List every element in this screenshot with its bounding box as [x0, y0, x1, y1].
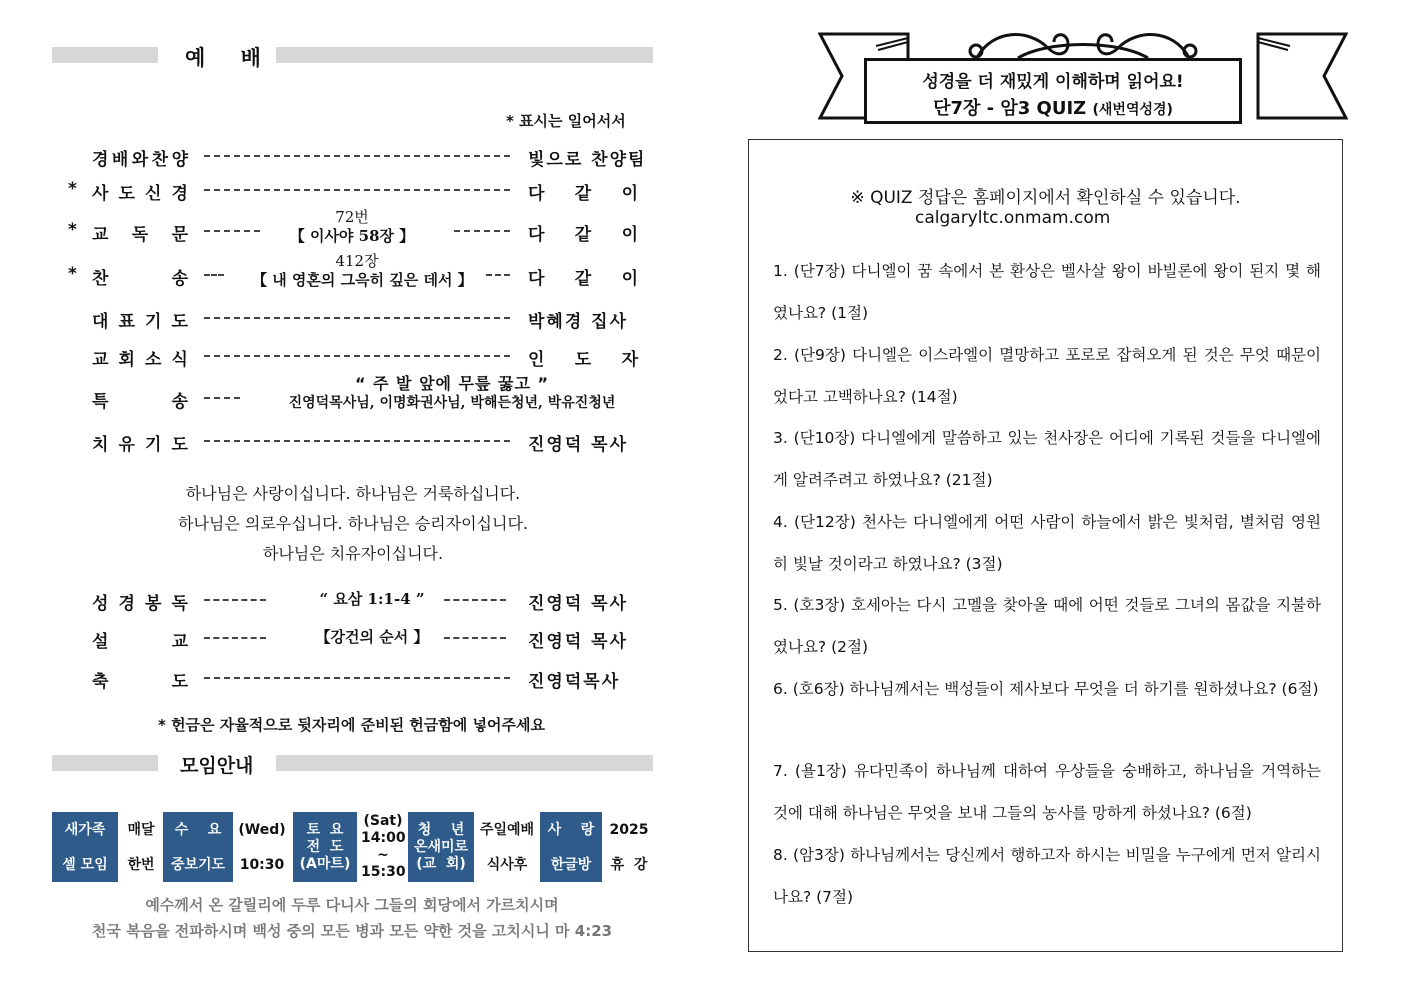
item-detail: [272, 208, 432, 246]
leader-dashes: [204, 317, 510, 319]
item-detail-title: 【 내 영혼의 그윽히 깊은 데서 】: [252, 271, 473, 289]
item-label-char: 설: [92, 632, 109, 652]
creed-line: 하나님은 사랑이십니다. 하나님은 거룩하십니다.: [185, 484, 521, 503]
creed: [62, 479, 644, 569]
item-leader: [528, 345, 638, 370]
stand-marker: *: [68, 264, 77, 284]
item-label-char: 식: [171, 350, 188, 370]
item-label-char: 문: [171, 225, 188, 245]
item-label-char: 표: [118, 312, 135, 332]
verse: [52, 892, 652, 944]
item-label-char: 도: [171, 672, 188, 692]
item-leader: 진영덕 목사: [528, 632, 629, 652]
quiz-question: 1. (단7장) 다니엘이 꿈 속에서 본 환상은 벨사살 왕이 바빌론에 왕이 된지 몇 해였나요? (1절): [773, 262, 1321, 322]
item-label-char: 양: [171, 150, 188, 170]
item-leader: [528, 220, 638, 245]
item-label-char: 경: [118, 594, 135, 614]
meeting-cell-line: (교 회): [416, 855, 466, 872]
stand-marker: *: [68, 220, 77, 240]
quiz-question: 7. (욜1장) 유다민족이 하나님께 대하여 우상들을 숭배하고, 하나님을 거역하는 것에 대해 하나님은 무엇을 보내 그들의 농사를 망하게 하셨나요? (6절): [773, 762, 1321, 822]
item-label-char: 신: [145, 184, 162, 204]
meeting-cell-line: ~: [377, 847, 389, 863]
meetings-title: 모임안내: [180, 755, 254, 777]
item-label-char: 도: [118, 184, 135, 204]
meeting-cell-line: 사 랑: [547, 821, 595, 838]
meeting-cell-line: 15:30: [361, 864, 406, 880]
worship-item: [62, 625, 652, 655]
creed-line: 하나님은 의로우십니다. 하나님은 승리자이십니다.: [177, 514, 528, 533]
item-label-char: 와: [131, 150, 149, 170]
item-label-char: 대: [92, 312, 109, 332]
leader-dashes: [486, 274, 510, 276]
item-label-char: 독: [131, 225, 149, 245]
item-detail: [252, 627, 492, 647]
item-label-char: 기: [145, 435, 162, 455]
meeting-cell: [293, 812, 357, 882]
item-label: [92, 345, 188, 370]
item-label-char: 찬: [92, 269, 109, 289]
item-label-char: 도: [171, 312, 188, 332]
item-leader-part: 이: [621, 269, 638, 289]
item-label: [92, 589, 188, 614]
worship-item: [62, 665, 652, 695]
quiz-question: 4. (단12장) 천사는 다니엘에게 어떤 사람이 하늘에서 밝은 빛처럼, 별처럼 영원히 빛날 것이라고 하였나요? (3절): [773, 513, 1321, 573]
leader-dashes: [204, 274, 224, 276]
meeting-cell: [361, 812, 405, 882]
verse-line: 예수께서 온 갈릴리에 두루 다니사 그들의 회당에서 가르치시며: [145, 896, 559, 914]
item-detail-title: “ 요삼 1:1-4 ”: [319, 590, 425, 608]
worship-item: [62, 177, 652, 207]
meeting-cell-line: (Wed): [238, 821, 286, 838]
meeting-cell-line: 10:30: [239, 856, 285, 873]
item-label: [92, 179, 188, 204]
worship-item: [62, 587, 652, 617]
stand-note: * 표시는 일어서서: [506, 112, 626, 130]
meeting-cell-line: 토 요: [306, 821, 344, 838]
item-label-char: 교: [171, 632, 188, 652]
item-leader-part: 이: [621, 184, 638, 204]
item-label-char: 송: [171, 269, 188, 289]
item-label-char: 사: [92, 184, 109, 204]
worship-item: [62, 428, 652, 458]
meeting-cell-line: 2025: [609, 821, 649, 838]
meeting-cell-line: 휴 강: [610, 856, 648, 873]
item-label-char: 교: [92, 350, 109, 370]
item-label-char: 찬: [151, 150, 169, 170]
leader-dashes: [454, 230, 510, 232]
meeting-cell-line: 매달: [127, 821, 155, 838]
meeting-cell: [122, 812, 160, 882]
meeting-cell: [52, 812, 118, 882]
item-leader-part: 다: [528, 269, 545, 289]
item-label-char: 교: [92, 225, 109, 245]
stand-marker: *: [68, 179, 77, 199]
item-label-char: 경: [171, 184, 188, 204]
item-label-char: 도: [171, 435, 188, 455]
quiz-question: 5. (호3장) 호세아는 다시 고멜을 찾아올 때에 어떤 것들로 그녀의 몸값을 지불하였나요? (2절): [773, 596, 1321, 656]
item-detail: [252, 589, 492, 609]
section-bar-right: [276, 755, 653, 771]
quiz-question: 6. (호6장) 하나님께서는 백성들이 제사보다 무엇을 더 하기를 원하셨나요? (6절): [773, 680, 1319, 698]
item-leader-part: 자: [621, 350, 638, 370]
leader-dashes: [204, 440, 510, 442]
meeting-cell-line: 수 요: [174, 821, 222, 838]
item-detail: [262, 375, 642, 413]
meeting-cell-line: 한글방: [550, 856, 592, 873]
worship-item: [62, 208, 652, 248]
quiz-banner: [864, 58, 1242, 124]
item-label-char: 성: [92, 594, 109, 614]
item-label: [92, 667, 188, 692]
item-label-char: 송: [171, 392, 188, 412]
leader-dashes: [204, 397, 240, 399]
item-leader-part: 이: [621, 225, 638, 245]
banner-line2: [867, 94, 1239, 120]
meeting-cell-line: 한번: [127, 856, 155, 873]
meeting-cell-line: 셀 모임: [62, 856, 108, 873]
leader-dashes: [204, 189, 510, 191]
item-detail-title: 【강건의 순서 】: [315, 628, 429, 646]
item-leader-part: 같: [574, 184, 592, 204]
meeting-cell-line: 청 년: [417, 821, 465, 838]
worship-item: [62, 374, 652, 415]
item-label-char: 독: [171, 594, 188, 614]
item-detail-title: 진영덕목사님, 이명화권사님, 박해든청년, 박유진청년: [288, 395, 616, 411]
banner-line2-main: 단7장 - 암3 QUIZ: [933, 98, 1087, 119]
worship-item: [62, 143, 652, 173]
item-leader-part: 다: [528, 184, 545, 204]
item-leader: 진영덕 목사: [528, 594, 629, 614]
worship-item: [62, 305, 652, 335]
item-label-char: 특: [92, 392, 109, 412]
item-label-char: 유: [118, 435, 135, 455]
meeting-cell-line: 식사후: [486, 856, 528, 873]
item-leader: 진영덕 목사: [528, 435, 629, 455]
meeting-cell-line: 14:00: [361, 830, 406, 846]
meeting-cell: [408, 812, 474, 882]
item-label: [92, 387, 188, 412]
meeting-cell: [540, 812, 602, 882]
item-leader: [528, 264, 638, 289]
section-bar-right: [276, 47, 653, 63]
item-label: [92, 220, 188, 245]
quiz-question: 3. (단10장) 다니엘에게 말씀하고 있는 천사장은 어디에 기록된 것들을 다니엘에게 알려주려고 하였나요? (21절): [773, 429, 1321, 489]
item-label-char: 봉: [145, 594, 162, 614]
leader-dashes: [204, 355, 510, 357]
item-label-char: 치: [92, 435, 109, 455]
item-label-char: 축: [92, 672, 109, 692]
item-label-char: 경: [92, 150, 109, 170]
meeting-cell: [605, 812, 653, 882]
worship-item: [62, 343, 652, 373]
worship-item: [62, 252, 652, 292]
item-label: [92, 430, 188, 455]
item-label-char: 배: [111, 150, 129, 170]
item-detail-title: 【 이사야 58장 】: [289, 227, 415, 245]
item-label-char: 소: [145, 350, 162, 370]
meeting-cell-line: (A마트): [299, 855, 351, 872]
worship-title: 예 배: [185, 46, 275, 70]
item-leader-part: 같: [574, 225, 592, 245]
item-detail: [252, 252, 473, 290]
meeting-cell-line: 온새미로: [413, 838, 469, 855]
meeting-cell-line: 전 도: [306, 838, 344, 855]
meeting-cell-line: (Sat): [363, 813, 403, 829]
item-leader: 빛으로 찬양팀: [528, 150, 647, 170]
creed-line: 하나님은 치유자이십니다.: [262, 544, 444, 563]
item-detail-number: 412장: [335, 252, 379, 270]
leader-dashes: [204, 155, 510, 157]
item-leader-part: 도: [574, 350, 592, 370]
section-bar-left: [52, 755, 158, 771]
item-leader: [528, 179, 638, 204]
item-leader-part: 다: [528, 225, 545, 245]
item-label: [92, 145, 188, 170]
banner-line1: 성경을 더 재밌게 이해하며 읽어요!: [922, 72, 1184, 92]
item-leader-part: 인: [528, 350, 545, 370]
quiz-question: 8. (암3장) 하나님께서는 당신께서 행하고자 하시는 비밀을 누구에게 먼저 알리시나요? (7절): [773, 846, 1321, 906]
item-label: [92, 307, 188, 332]
section-bar-left: [52, 47, 158, 63]
item-leader: 진영덕목사: [528, 672, 621, 692]
homepage-url: calgaryltc.onmam.com: [915, 208, 1111, 228]
quiz-question: 2. (단9장) 다니엘은 이스라엘이 멸망하고 포로로 잡혀오게 된 것은 무엇 때문이었다고 고백하나요? (14절): [773, 346, 1321, 406]
quiz-box: [748, 139, 1343, 952]
item-detail-number: 72번: [335, 208, 369, 226]
meeting-cell-line: 주일예배: [479, 821, 535, 838]
meeting-cell: [235, 812, 289, 882]
item-detail-number: “ 주 발 앞에 무릎 꿇고 ”: [354, 374, 550, 393]
answer-note: ※ QUIZ 정답은 홈페이지에서 확인하실 수 있습니다.: [850, 188, 1241, 208]
banner-line2-small: (새번역성경): [1092, 102, 1173, 118]
item-label: [92, 264, 188, 289]
leader-dashes: [204, 677, 510, 679]
item-label: [92, 627, 188, 652]
offering-note: * 헌금은 자율적으로 뒷자리에 준비된 헌금함에 넣어주세요: [158, 716, 545, 734]
item-leader: 박혜경 집사: [528, 312, 629, 332]
verse-line: 천국 복음을 전파하시며 백성 중의 모든 병과 모든 약한 것을 고치시니 마 4:23: [91, 922, 613, 940]
meeting-cell: [163, 812, 233, 882]
meeting-cell-line: 새가족: [64, 821, 106, 838]
meeting-cell-line: 중보기도: [170, 856, 226, 873]
leader-dashes: [204, 230, 260, 232]
item-label-char: 기: [145, 312, 162, 332]
item-leader-part: 같: [574, 269, 592, 289]
item-label-char: 회: [118, 350, 135, 370]
meeting-cell: [476, 812, 538, 882]
